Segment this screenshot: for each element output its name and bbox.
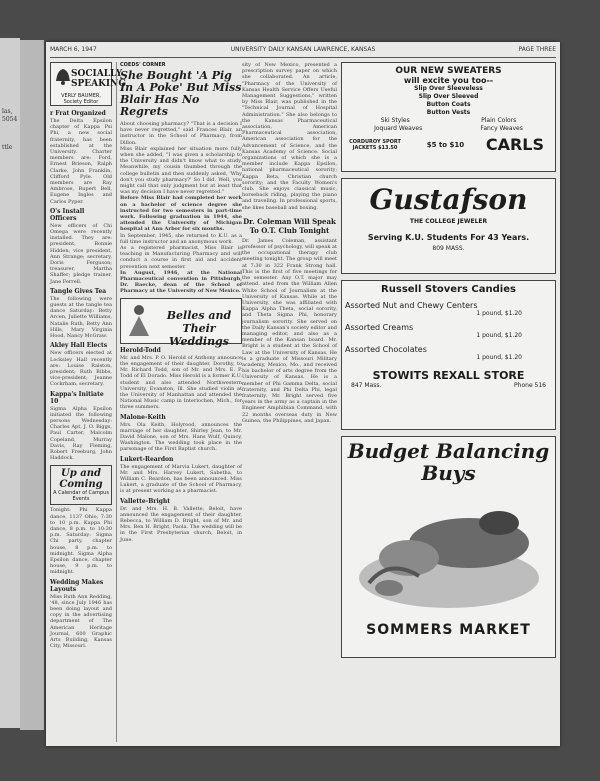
stowits-store-name: STOWITS REXALL STORE: [372, 369, 525, 382]
feature-headline: She Bought 'A Pig In A Poke' But Miss Blair Has No Regrets: [120, 69, 242, 118]
society-editor: VERLY BAUMER, Society Editor: [61, 93, 101, 105]
up-and-coming-subtitle: A Calendar of Campus Events: [53, 490, 109, 503]
gustafson-tagline: THE COLLEGE JEWELER: [409, 218, 488, 225]
feature-paragraph: About choosing pharmacy? "That is a decision I have never regretted," said Frances Blair, an instructor in the School of Pharmacy, from Dillon.: [120, 121, 242, 146]
society-column: [50, 62, 127, 742]
ad-style: Plain Colors: [481, 117, 517, 124]
society-item: [50, 208, 112, 285]
entry-body: Dr. and Mrs. H. B. Vallette, Beloit, have announced the engagement of their daughter, Rebecca, to William D. Bright, son of Mr. and Mrs. Ben H. Bright, Paola. The wedding will be in the First Presbyterian church, Beloit, in June.: [120, 505, 242, 543]
coeds-corner-label: COEDS' CORNER: [120, 62, 166, 68]
ad-line: Slip Over Sleeved: [418, 93, 479, 100]
ad-title: OUR NEW SWEATERS: [395, 66, 502, 76]
ad-style: Fancy Weaves: [480, 125, 523, 132]
entry-headline: Herold-Todd: [120, 346, 161, 354]
society-item: [50, 288, 112, 339]
candy-price: 1 pound, $1.20: [476, 310, 522, 317]
item-headline: Wedding Makes Layouts: [50, 578, 104, 593]
gustafson-slogan: Serving K.U. Students For 43 Years.: [367, 233, 530, 242]
belles-title: Belles and Their Weddings: [166, 308, 232, 348]
item-body: New officers elected at Locksley Hall recently are: Louise Ralston, president; Ruth Bibbs, vice-president; Jeanne Cockrham, secretary.: [50, 350, 112, 388]
society-item: [50, 110, 112, 205]
feature-paragraph: Miss Blair explained her situation more fully when she added, "I was given a scholarship to the University and didn't know what to study. Meanwhile, my cousin thumbed through the college bulletin and then suddenly asked, 'Why don't you study pharmacy?' So I did. Well, you might call that only judgment but at least that was my decision I have never regretted.": [120, 145, 242, 196]
middle-column: [242, 62, 337, 472]
stowits-phone: Phone 516: [514, 382, 546, 389]
item-headline: Akley Hall Elects: [50, 342, 108, 350]
sommers-market-ad: [341, 436, 556, 658]
feature-paragraph: In September, 1945, she returned to K.U. as a full time instructor and an anonymous work.: [120, 232, 242, 245]
candy-price: 1 pound, $1.20: [476, 332, 522, 339]
item-body: New officers of Chi Omega were recently installed. They are: president, Bonnie Hidden; vice president, Ann Strange; secretary, Doris Ferguson; treasurer, Martha Shaffer; pledge trainer, Jane Ferrell.: [50, 222, 112, 285]
carls-logo: CARLS: [485, 135, 544, 154]
socially-speaking-title: SOCIALLY SPEAKING: [71, 69, 127, 89]
ad-style: Joquard Weaves: [374, 125, 423, 132]
belles-and-weddings-banner: [120, 298, 242, 348]
candy-item: Assorted Creams: [345, 323, 414, 332]
gustafson-address: 809 MASS.: [432, 245, 465, 252]
stowits-address: 847 Mass.: [351, 382, 382, 389]
feature-continuation: sity of New Mexico, presented a prescription survey paper on which she collaborated. An article, "Pharmacy of the University of Kansas Health Service Offers Useful Management Suggestions," written by Miss Blair, was published in the "Technical Journal of Hospital Administration." She also belongs to the Kansas Pharmaceutical association, American Pharmaceutical association, American association for the Advancement of Science, and the Kansas Academy of Science. Social organizations of which she is a member include Kappa Epsilon, national pharmaceutical sorority; Kappa Beta, Christian church sorority; and the Faculty Women's club. She enjoys classical music, horseback riding, playing the piano and traveling. In professional sports, she likes baseball and boxing.: [242, 62, 337, 211]
feature-paragraph: As a registered pharmacist, Miss Blair is teaching in Manufacturing Pharmacy and will conduct a course in first aid and accident prevention next semester.: [120, 245, 242, 270]
entry-headline: Lukert-Reardon: [120, 455, 174, 463]
item-body: The following were guests at the tangle tea dance Saturday: Betty Arcen, Juliette Williams, Natalie Ruth, Betty Ann Hills, Mary Virginia Hood, Nancy McGraw.: [50, 295, 112, 340]
edge-text: las,: [2, 108, 13, 115]
sommers-store-name: SOMMERS MARKET: [366, 622, 531, 638]
candy-item: Assorted Chocolates: [345, 345, 427, 354]
feature-paragraph: In August, 1946, at the National Pharmaceutical convention in Pittsburgh, Dr. Baecke, dean of the School of Pharmacy at the University of New Mexico.: [120, 269, 242, 295]
item-body: The Delta Epsilon chapter of Kappa Psi Phi, a new social fraternity, has been established at the University. Charter members are: Ford, Ernest Brieson, Ralph Clarke, John Franklin, Clifford Pyle. Old members are Ray Ambrose, Rupert Bell, Eugene Ingles and Carlos Pyper.: [50, 118, 112, 205]
up-and-coming-banner: [50, 465, 112, 505]
header-date: MARCH 6, 1947: [50, 46, 97, 53]
gustafson-logo: Gustafson: [369, 183, 528, 216]
item-headline: Tangle Gives Tea: [50, 287, 107, 295]
candy-title: Russell Stovers Candies: [381, 284, 516, 295]
edge-text: 5054: [2, 116, 18, 123]
coeds-corner-column: [116, 62, 242, 742]
candy-price: 1 pound, $1.20: [476, 354, 522, 361]
edge-text: ttle: [2, 144, 13, 151]
ad-line: Button Coats: [426, 101, 471, 108]
ad-line: Button Vests: [426, 109, 471, 116]
food-illustration: [349, 488, 549, 618]
entry-body: The engagement of Marvia Lukert, daughter of Mr. and Mrs. Harvey Lukert, Sabetha, to William C. Reardon, has been announced. Miss Lukert, a graduate of the School of Pharmacy, is at present working as a pharmacist.: [120, 463, 242, 495]
bell-icon: [53, 67, 73, 85]
stowits-candy-ad: [341, 280, 556, 430]
item-headline: Kappa's Initiate 10: [50, 390, 104, 405]
ad-jackets: CORDUROY SPORT JACKETS $13.50: [349, 138, 401, 151]
item-headline: O's Install Officers: [50, 207, 85, 222]
entry-body: Mrs. Ola Keith, Holyrood, announces the marriage of her daughter, Shirley Jean, to Mr. David Malone, son of Mrs. Hans Wulf, Quincy, Washington. The wedding took place in the parsonage of the First Baptist church.: [120, 421, 242, 453]
ad-style: Ski Styles: [380, 117, 410, 124]
ad-subtitle: will excite you too--: [403, 76, 494, 85]
entry-headline: Malone-Keith: [120, 413, 166, 421]
gustafson-jeweler-ad: [341, 178, 556, 274]
society-item: [50, 342, 112, 387]
header-paper-name: UNIVERSITY DAILY KANSAN LAWRENCE, KANSAS: [230, 46, 376, 53]
entry-headline: Vallette-Bright: [120, 497, 171, 505]
ad-line: Slip Over Sleeveless: [414, 85, 483, 92]
item-body: Miss Ruth Ann Redding, '48, since July 1946 has been doing layout and copy in the advertising department of The American Heritage Journal, 600 Graphic Arts Building, Kansas City, Missouri.: [50, 593, 112, 650]
socially-speaking-banner: [50, 62, 127, 106]
adjacent-page-shadow: [20, 40, 44, 730]
item-body: Sigma Alpha Epsilon initiated the following persons Wednesday: Charles Apt, J. O. Biggs, Paul Carter, Malcolm Copeland, Murray Davis, Ray Fleming, Robert Freeburg, John Haddock.: [50, 405, 112, 462]
entry-body: Mr. and Mrs. P. O. Herold of Anthony announce the engagement of their daughter, Dorothy, to Mr. Richard Todd, son of Mr. and Mrs. E. P. Todd of El Dorado. Miss Herold is a former K.U. student and also attended Northwestern University, Evanston, Ill. She studied violin at the University of Manhattan and attended the National Music camp in Interlochen, Mich., for three summers.: [120, 354, 242, 411]
candy-item: Assorted Nut and Chewy Centers: [345, 301, 478, 310]
newspaper-page: [46, 42, 560, 746]
up-and-coming-title: Up and Coming: [59, 468, 103, 491]
adjacent-page-edge: [0, 38, 20, 728]
header-rule: [50, 57, 556, 58]
advertisements: [341, 62, 556, 742]
oc-club-headline: Dr. Coleman Will Speak To O.T. Club Tonight: [243, 216, 336, 235]
calendar-body: Tonight: Phi Kappa dance, 1137 Ohio, 7:30 to 10 p.m. Kappa Phi dance, 8 p.m. to 10:30 p.m. Saturday: Sigma Chi party, chapter house, 8 p.m. to midnight. Sigma Alpha Epsilon dance, chapter house, 9 p.m. to midnight.: [50, 507, 112, 576]
society-item: [50, 391, 112, 462]
oc-club-body: Dr. James Coleman, assistant professor of psychology, will speak at the occupational therapy club meeting tonight. The group will meet at 7:30 in 322 Frank Strong hall. This is the first of five meetings for the semester. Any O.T. major may attend. ated from the William Allen White School of Journalism at the University of Kansas. While at the University, she was affiliated with Kappa Alpha Theta, social sorority, and Theta Sigma Phi, honorary journalism sorority. She served on the Daily Kansan's society editor and managing editor, and also as a member of the Kansan board. Mr. Bright is a student at the School of Law at the University of Kansas. He is a graduate of Missouri Military academy, Mexico, Mo., and received his bachelor of arts degree from the University of Kansas. He is a member of Phi Gamma Delta, social fraternity, and Phi Delta Phi, legal fraternity. Mr. Bright served five years in the army as a captain in the Engineer Amphibian Command, with 22 months overseas duty in New Guinea, the Philippines, and Japan.: [242, 237, 337, 424]
sommers-slogan: Budget Balancing Buys: [347, 439, 550, 485]
ad-price: $5 to $10: [426, 140, 465, 149]
item-headline: r Frat Organized: [50, 110, 106, 117]
carls-sweaters-ad: [341, 62, 556, 172]
feature-paragraph: Before Miss Blair had completed her work on a bachelor of science degree she instructed for two semesters in part-time work. Following graduation in 1944, she attended the University of Michigan hospital at Ann Arbor for six months.: [120, 195, 242, 233]
bride-icon: [124, 302, 154, 338]
header-page-number: PAGE THREE: [518, 46, 556, 53]
page-header: [50, 46, 556, 56]
